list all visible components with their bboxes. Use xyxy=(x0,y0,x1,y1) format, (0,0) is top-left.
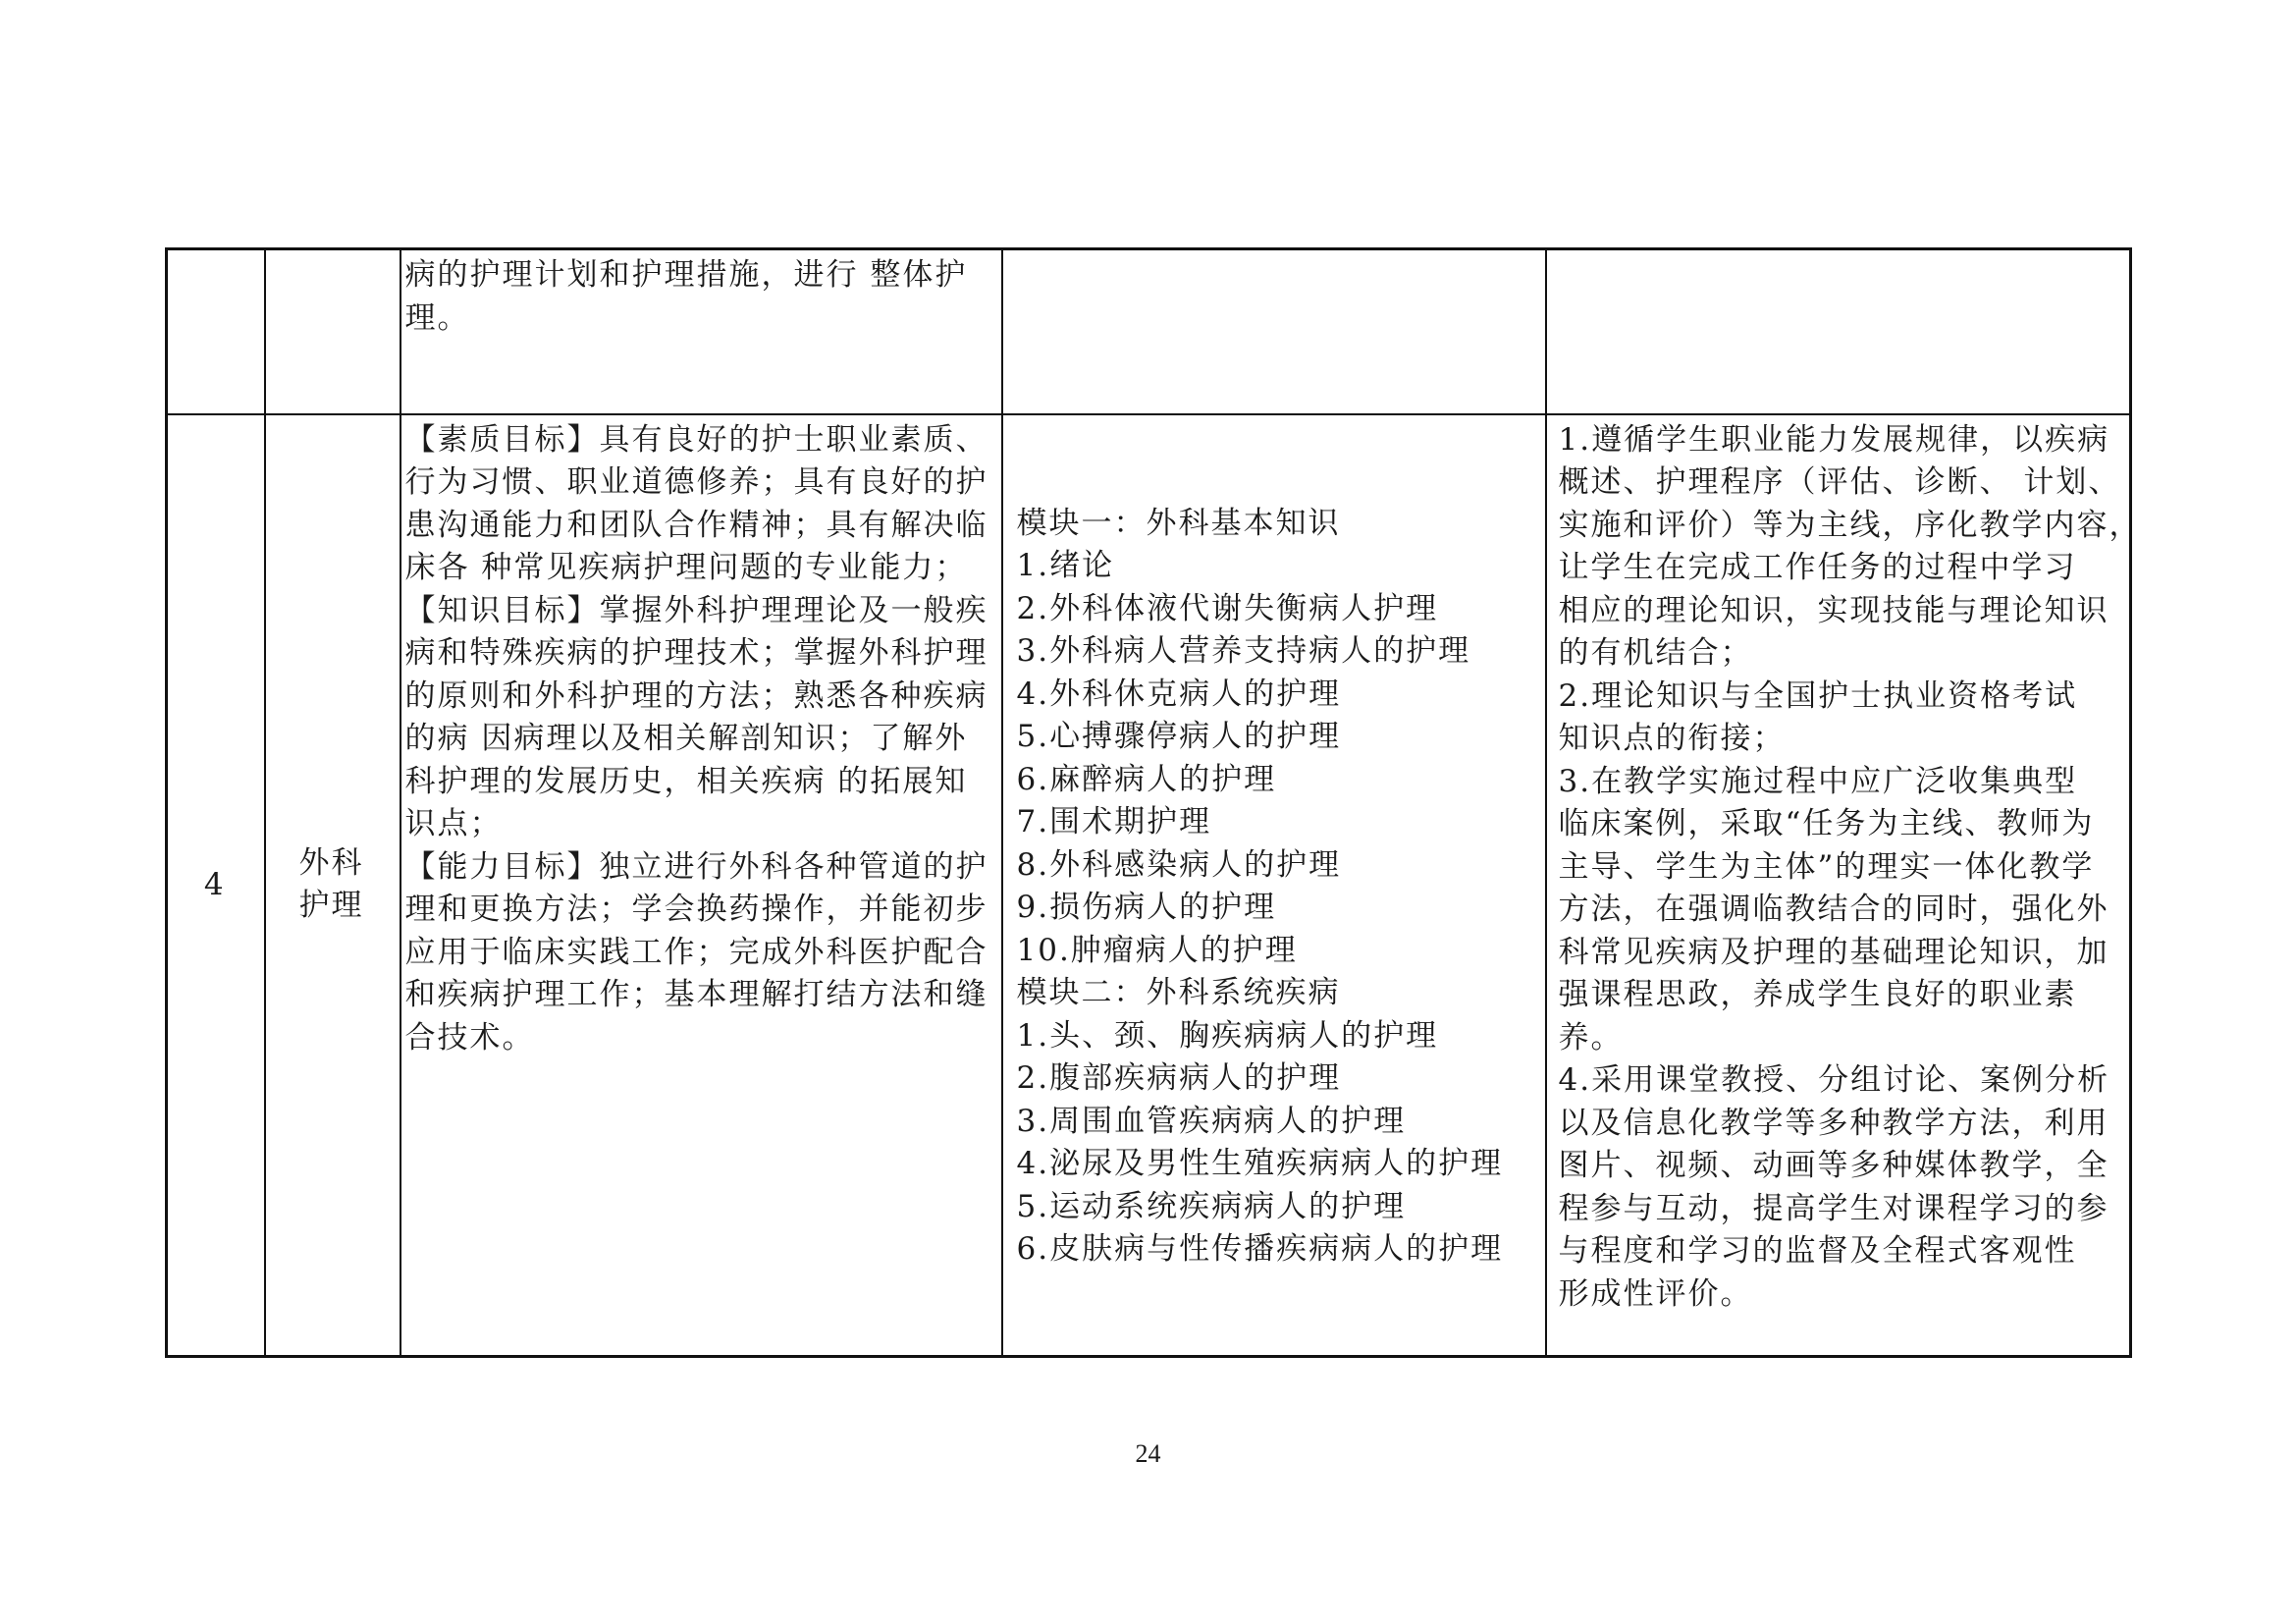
text-line: 7.围术期护理 xyxy=(1016,804,1212,839)
text-line: 科常见疾病及护理的基础理论知识，加 xyxy=(1558,934,2109,970)
text-line: 的有机结合； xyxy=(1558,635,1753,671)
course-number-cell xyxy=(167,414,265,1357)
text-line: 实施和评价）等为主线，序化教学内容， xyxy=(1558,507,2142,543)
text-line: 识点； xyxy=(404,806,503,841)
text-line: 概述、护理程序（评估、诊断、 计划、 xyxy=(1558,464,2121,500)
text-line: 形成性评价。 xyxy=(1558,1275,1753,1312)
text-line: 强课程思政，养成学生良好的职业素 xyxy=(1558,977,2077,1012)
text-line: 床各 种常见疾病护理问题的专业能力； xyxy=(404,550,968,585)
text-line: 与程度和学习的监督及全程式客观性 xyxy=(1558,1233,2077,1269)
requirements-cell-empty xyxy=(1546,249,2131,414)
goal-lines xyxy=(405,419,995,1060)
text-line: 1.遵循学生职业能力发展规律，以疾病 xyxy=(1558,421,2110,458)
text-line: 和疾病护理工作；基本理解打结方法和缝 xyxy=(404,977,988,1012)
content-cell xyxy=(1002,414,1546,1357)
text-line: 应用于临床实践工作；完成外科医护配合 xyxy=(404,934,988,970)
course-name-cell xyxy=(265,414,400,1357)
text-line: 1.头、颈、胸疾病病人的护理 xyxy=(1016,1017,1439,1054)
text-line: 病的护理计划和护理措施，进行 整体护 xyxy=(404,257,968,293)
goals-cell-continuation xyxy=(400,249,1002,414)
text-line: 5.心搏骤停病人的护理 xyxy=(1016,719,1342,754)
text-line: 合技术。 xyxy=(404,1019,535,1056)
text-line: 3.在教学实施过程中应广泛收集典型 xyxy=(1558,763,2078,799)
text-line: 理和更换方法；学会换药操作，并能初步 xyxy=(404,892,988,927)
text-line: 让学生在完成工作任务的过程中学习 xyxy=(1558,550,2077,585)
course-number: 4 xyxy=(203,866,226,902)
text-line: 以及信息化教学等多种教学方法，利用 xyxy=(1558,1105,2109,1141)
text-line: 图片、视频、动画等多种媒体教学，全 xyxy=(1558,1148,2109,1183)
text-line: 的病 因病理以及相关解剖知识；了解外 xyxy=(404,721,968,756)
text-line: 10.肿瘤病人的护理 xyxy=(1016,932,1298,968)
content-lines xyxy=(1007,419,1539,1272)
content-cell-empty xyxy=(1002,249,1546,414)
text-line: 2.腹部疾病病人的护理 xyxy=(1016,1060,1342,1096)
table-row-continuation xyxy=(167,249,2131,414)
text-line: 4.采用课堂教授、分组讨论、案例分析 xyxy=(1558,1062,2110,1098)
text-line: 护理 xyxy=(298,888,364,924)
requirements-cell xyxy=(1546,414,2142,1357)
text-line: 病和特殊疾病的护理技术；掌握外科护理 xyxy=(404,635,988,671)
goal-lines xyxy=(405,254,995,340)
number-cell-empty xyxy=(167,249,265,414)
text-line: 2.理论知识与全国护士执业资格考试 xyxy=(1558,677,2078,714)
text-line: 4.外科休克病人的护理 xyxy=(1016,676,1342,712)
text-line: 理。 xyxy=(404,299,470,336)
text-line: 模块二：外科系统疾病 xyxy=(1016,975,1341,1010)
text-line: 3.外科病人营养支持病人的护理 xyxy=(1016,633,1471,669)
text-line: 1.绪论 xyxy=(1016,548,1115,583)
text-line: 【能力目标】独立进行外科各种管道的护 xyxy=(404,848,988,885)
text-line: 4.泌尿及男性生殖疾病病人的护理 xyxy=(1016,1146,1504,1181)
course-name-cell-empty xyxy=(265,249,400,414)
text-line: 【素质目标】具有良好的护士职业素质、 xyxy=(404,421,988,458)
text-line: 模块一：外科基本知识 xyxy=(1016,505,1341,541)
text-line: 患沟通能力和团队合作精神；具有解决临 xyxy=(404,507,988,543)
text-line: 科护理的发展历史，相关疾病 的拓展知 xyxy=(404,763,968,799)
text-line: 8.外科感染病人的护理 xyxy=(1016,846,1342,883)
text-line: 9.损伤病人的护理 xyxy=(1016,890,1277,925)
text-line: 的原则和外科护理的方法；熟悉各种疾病 xyxy=(404,677,988,714)
text-line: 主导、学生为主体”的理实一体化教学 xyxy=(1558,848,2095,885)
text-line: 知识点的衔接； xyxy=(1558,721,1786,756)
text-line: 养。 xyxy=(1558,1019,1624,1056)
text-line: 6.皮肤病与性传播疾病病人的护理 xyxy=(1016,1231,1504,1267)
text-line: 3.周围血管疾病病人的护理 xyxy=(1016,1103,1407,1139)
text-line: 外科 xyxy=(298,844,364,881)
text-line: 6.麻醉病人的护理 xyxy=(1016,761,1277,797)
text-line: 程参与互动，提高学生对课程学习的参 xyxy=(1558,1190,2109,1226)
requirement-lines xyxy=(1551,419,2142,1317)
text-line: 临床案例，采取“任务为主线、教师为 xyxy=(1558,806,2095,841)
text-line: 5.运动系统疾病病人的护理 xyxy=(1016,1188,1407,1224)
course-name xyxy=(270,842,394,928)
goals-cell xyxy=(400,414,1002,1357)
text-line: 方法，在强调临教结合的同时，强化外 xyxy=(1558,892,2109,927)
text-line: 【知识目标】掌握外科护理理论及一般疾 xyxy=(404,592,988,628)
curriculum-table xyxy=(165,247,2142,1358)
text-line: 2.外科体液代谢失衡病人护理 xyxy=(1016,590,1439,626)
text-line: 相应的理论知识，实现技能与理论知识 xyxy=(1558,592,2109,628)
page-number: 24 xyxy=(1135,1439,1161,1468)
text-line: 行为习惯、职业道德修养；具有良好的护 xyxy=(404,464,988,500)
table-row-course-4 xyxy=(167,414,2131,1357)
